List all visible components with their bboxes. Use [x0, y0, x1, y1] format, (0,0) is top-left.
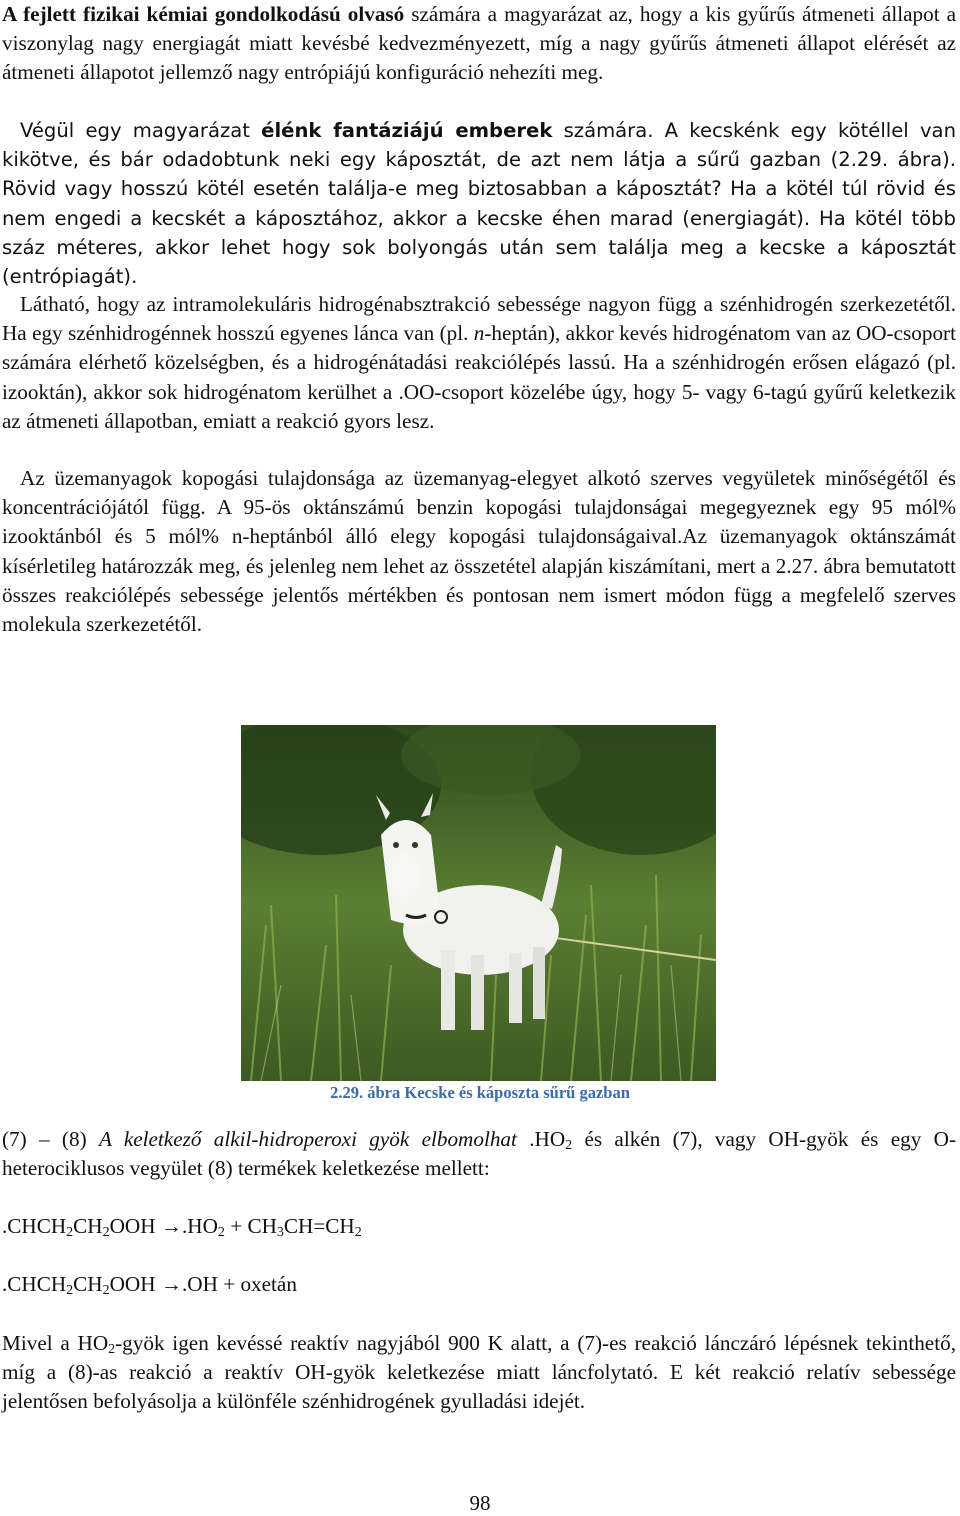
- paragraph-fuel-knocking: Az üzemanyagok kopogási tulajdonsága az üzemanyag-elegyet alkotó szerves vegyületek minőségétől és koncentrációjától függ. A 95-ös oktánszámú benzin kopogási tulajdonságai megegyeznek egy 95 mól% izooktánból és 5 mól% n-heptánból álló elegy kopogási tulajdonságaival.Az üzemanyagok oktánszámát kísérletileg határozzák meg, és jelenleg nem lehet az összetétel alapján kiszámítani, mert a 2.27. ábra bemutatott összes reakciólépés sebessége jelentős mértékben és pontosan nem ismert módon függ a megfelelő szerves molekula szerkezetétől.: [2, 466, 956, 637]
- paragraph-text: számára a magyarázat az, hogy a kis gyűrűs átmeneti állapot a viszonylag nagy energiagát miatt kevésbé kedvezményezett, míg a nagy gyűrűs átmeneti állapot elérését az átmeneti állapotot jellemző nagy entrópiájú konfiguráció nehezíti meg.: [2, 2, 956, 85]
- paragraph-text: (7) – (8): [2, 1127, 99, 1151]
- reaction-equation-8: $.CHCH_2CH_2OOH \to.OH$ + oxetán: [2, 1272, 297, 1298]
- paragraph-text: Látható, hogy az intramolekuláris hidrogénabsztrakció sebessége nagyon függ a szénhidrogén szerkezetétől. Ha egy szénhidrogénnek hosszú egyenes lánca van (pl.: [2, 292, 956, 346]
- paragraph-hydrogen-abstraction: [2, 290, 956, 436]
- paragraph-text: -gyök igen kevéssé reaktív nagyjából 900 K alatt, a (7)-es reakció lánczáró lépésnek tekinthető, míg a (8)-as reakció a reaktív OH-gyök keletkezése miatt láncfolytató. E két reakció relatív sebessége jelentősen befolyásolja a különféle szénhidrogének gyulladási idejét.: [2, 1331, 956, 1414]
- goat-in-grass-illustration: [241, 725, 716, 1081]
- figure-caption: 2.29. ábra Kecske és káposzta sűrű gazban: [330, 1083, 630, 1102]
- paragraph-goat-explanation: [2, 116, 956, 291]
- paragraph-decomposition: [2, 1125, 956, 1183]
- page-number: 98: [469, 1491, 491, 1515]
- subscript: 2: [108, 1342, 116, 1357]
- paragraph-text: és alkén (7), vagy OH-gyök és egy O-heterociklusos vegyület (8) termékek keletkezése mellett:: [2, 1127, 956, 1181]
- paragraph-text: -heptán), akkor kevés hidrogénatom van az OO-csoport számára elérhető közelségben, és a hidrogénátadási reakciólépés lassú. Ha a szénhidrogén erősen elágazó (pl. izooktán), akkor sok hidrogénatom kerülhet a .OO-csoport közelébe úgy, hogy 5- vagy 6-tagú gyűrű keletkezik az átmeneti állapotban, emiatt a reakció gyors lesz.: [2, 321, 956, 433]
- italic-phrase: A keletkező alkil-hidroperoxi gyök elbomolhat: [98, 1127, 517, 1151]
- subscript: 2: [565, 1138, 573, 1153]
- goat-photo: [241, 725, 716, 1081]
- paragraph-physical-chemistry: [2, 0, 956, 88]
- italic-n: n: [473, 321, 485, 346]
- paragraph-ho2-reactivity: [2, 1329, 956, 1417]
- paragraph-text: számára. A kecskénk egy kötéllel van kikötve, és bár odadobtunk neki egy káposztát, de azt nem látja a sűrű gazban (2.29. ábra). Rövid vagy hosszú kötél esetén találja-e meg biztosabban a káposztát? Ha a kötél túl rövid és nem engedi a kecskét a káposztához, akkor a kecske éhen marad (energiagát). Ha kötél több száz méteres, akkor lehet hogy sok bolyongás után sem találja meg a kecske a káposztát (entrópiagát).: [2, 119, 956, 289]
- reaction-equation-7: $.CHCH_2CH_2OOH \to.HO_2 + CH_3CH=CH_2$: [2, 1214, 362, 1240]
- paragraph-text: Mivel a HO: [2, 1331, 109, 1355]
- paragraph-text: Végül egy magyarázat: [20, 119, 262, 142]
- bold-phrase: élénk fantáziájú emberek: [261, 119, 553, 142]
- paragraph-text: .HO: [516, 1127, 566, 1151]
- bold-lead: A fejlett fizikai kémiai gondolkodású olvasó: [2, 2, 405, 26]
